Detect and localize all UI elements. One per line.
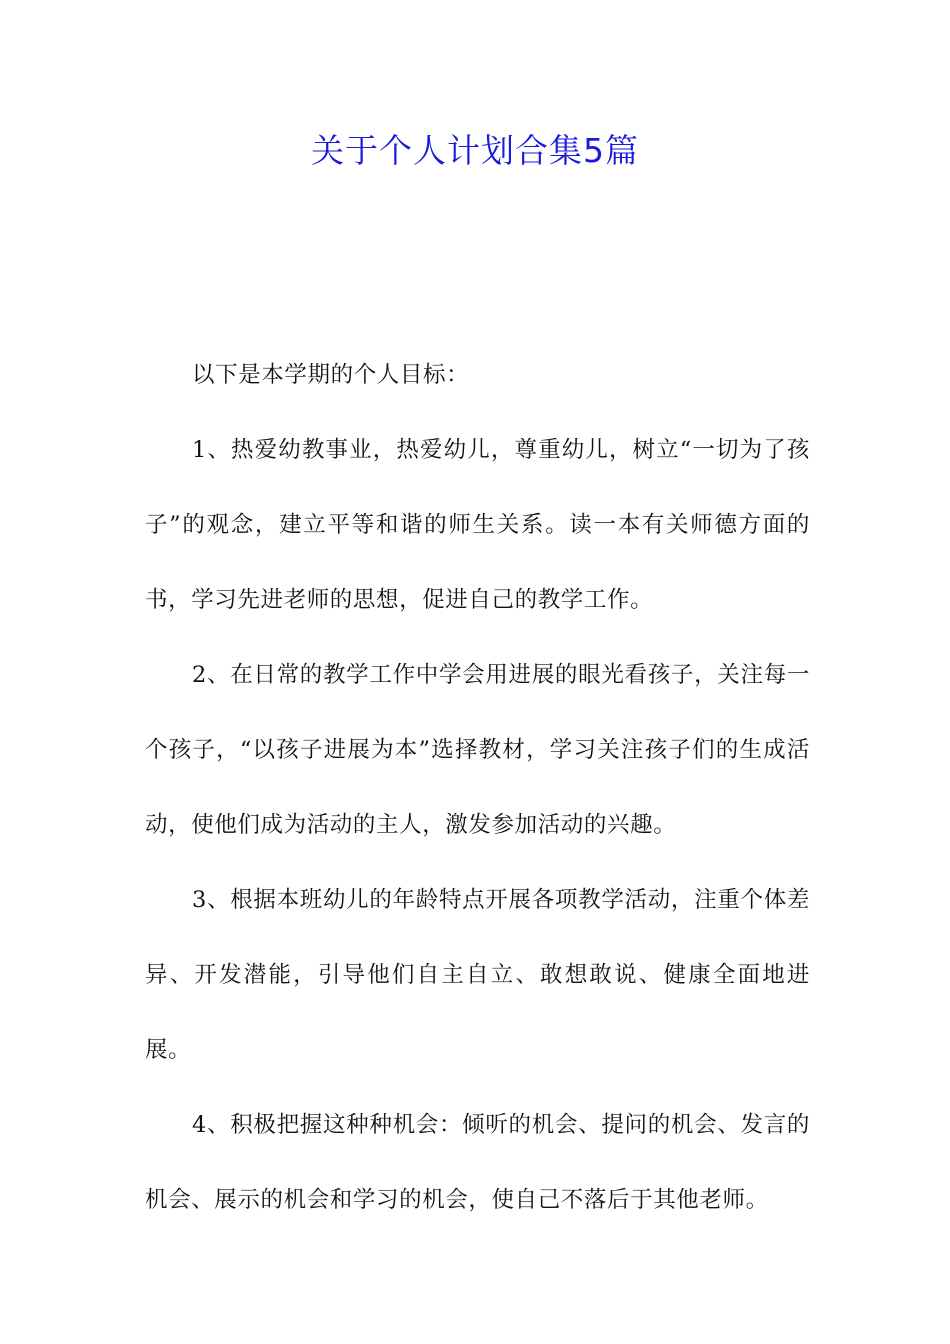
paragraph-item-4: 4、积极把握这种种机会：倾听的机会、提问的机会、发言的机会、展示的机会和学习的机会，使自己不落后于其他老师。 bbox=[145, 1112, 810, 1213]
document-title: 关于个人计划合集5篇 bbox=[311, 131, 639, 170]
document-body bbox=[145, 338, 810, 1238]
paragraph-item-3: 3、根据本班幼儿的年龄特点开展各项教学活动，注重个体差异、开发潜能，引导他们自主自立、敢想敢说、健康全面地进展。 bbox=[145, 887, 810, 1063]
paragraph-intro: 以下是本学期的个人目标： bbox=[192, 362, 470, 388]
paragraph-item-1: 1、热爱幼教事业，热爱幼儿，尊重幼儿，树立“一切为了孩子”的观念，建立平等和谐的师生关系。读一本有关师德方面的书，学习先进老师的思想，促进自己的教学工作。 bbox=[145, 437, 810, 613]
paragraph-item-2: 2、在日常的教学工作中学会用进展的眼光看孩子，关注每一个孩子，“以孩子进展为本”选择教材，学习关注孩子们的生成活动，使他们成为活动的主人，激发参加活动的兴趣。 bbox=[145, 662, 810, 838]
